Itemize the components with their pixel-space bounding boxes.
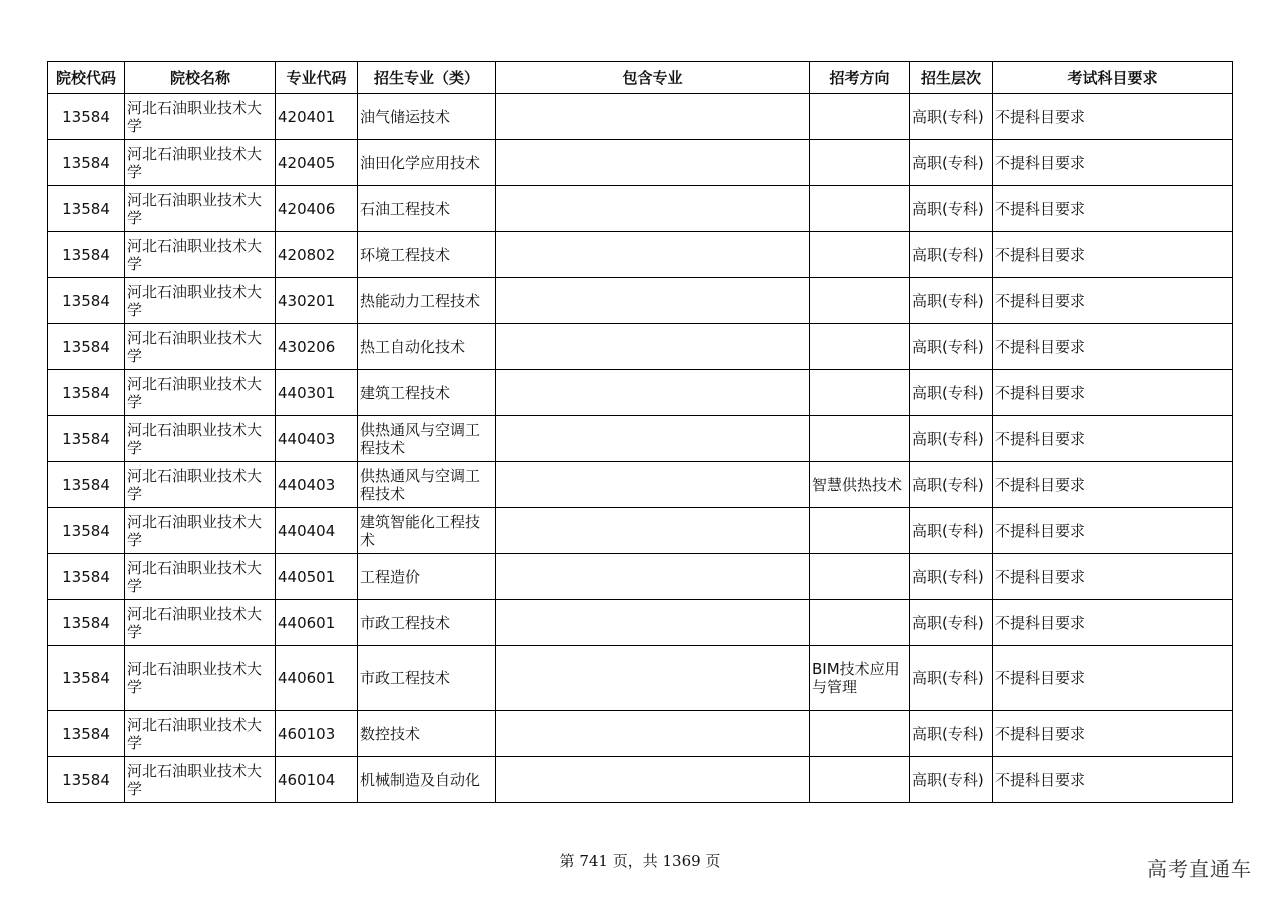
cell-included-majors <box>496 462 810 508</box>
cell-major-code: 420406 <box>276 186 358 232</box>
cell-major: 市政工程技术 <box>358 646 496 711</box>
cell-direction <box>810 416 910 462</box>
cell-level: 高职(专科) <box>910 711 993 757</box>
cell-major: 市政工程技术 <box>358 600 496 646</box>
cell-subject-requirements: 不提科目要求 <box>993 462 1233 508</box>
header-direction: 招考方向 <box>810 62 910 94</box>
cell-level: 高职(专科) <box>910 186 993 232</box>
cell-subject-requirements: 不提科目要求 <box>993 324 1233 370</box>
cell-school-name: 河北石油职业技术大学 <box>125 508 276 554</box>
header-row <box>48 62 1233 94</box>
watermark-text: 高考直通车 <box>1147 857 1252 881</box>
cell-level: 高职(专科) <box>910 232 993 278</box>
cell-school-name: 河北石油职业技术大学 <box>125 646 276 711</box>
table-row <box>48 232 1233 278</box>
cell-subject-requirements: 不提科目要求 <box>993 711 1233 757</box>
cell-included-majors <box>496 600 810 646</box>
cell-included-majors <box>496 186 810 232</box>
cell-subject-requirements: 不提科目要求 <box>993 94 1233 140</box>
cell-school-name: 河北石油职业技术大学 <box>125 278 276 324</box>
cell-subject-requirements: 不提科目要求 <box>993 600 1233 646</box>
cell-school-code: 13584 <box>48 462 125 508</box>
cell-subject-requirements: 不提科目要求 <box>993 757 1233 803</box>
cell-major: 热工自动化技术 <box>358 324 496 370</box>
table-row <box>48 140 1233 186</box>
cell-major: 机械制造及自动化 <box>358 757 496 803</box>
cell-school-name: 河北石油职业技术大学 <box>125 416 276 462</box>
cell-subject-requirements: 不提科目要求 <box>993 370 1233 416</box>
cell-school-code: 13584 <box>48 370 125 416</box>
table-row <box>48 186 1233 232</box>
header-major: 招生专业（类） <box>358 62 496 94</box>
cell-level: 高职(专科) <box>910 140 993 186</box>
cell-direction <box>810 711 910 757</box>
cell-major-code: 420802 <box>276 232 358 278</box>
table-row <box>48 757 1233 803</box>
cell-major: 建筑智能化工程技术 <box>358 508 496 554</box>
cell-direction <box>810 508 910 554</box>
cell-direction: 智慧供热技术 <box>810 462 910 508</box>
cell-major: 油田化学应用技术 <box>358 140 496 186</box>
cell-school-code: 13584 <box>48 140 125 186</box>
cell-level: 高职(专科) <box>910 508 993 554</box>
cell-school-name: 河北石油职业技术大学 <box>125 232 276 278</box>
table-row <box>48 646 1233 711</box>
admissions-table <box>47 61 1233 803</box>
cell-subject-requirements: 不提科目要求 <box>993 186 1233 232</box>
cell-major: 供热通风与空调工程技术 <box>358 416 496 462</box>
cell-major-code: 430201 <box>276 278 358 324</box>
cell-subject-requirements: 不提科目要求 <box>993 140 1233 186</box>
cell-level: 高职(专科) <box>910 600 993 646</box>
cell-subject-requirements: 不提科目要求 <box>993 646 1233 711</box>
header-school-name: 院校名称 <box>125 62 276 94</box>
cell-major: 环境工程技术 <box>358 232 496 278</box>
table-body <box>48 94 1233 803</box>
header-subject-requirements: 考试科目要求 <box>993 62 1233 94</box>
cell-direction <box>810 94 910 140</box>
cell-included-majors <box>496 554 810 600</box>
header-major-code: 专业代码 <box>276 62 358 94</box>
cell-school-code: 13584 <box>48 711 125 757</box>
cell-major-code: 460104 <box>276 757 358 803</box>
cell-included-majors <box>496 324 810 370</box>
cell-direction <box>810 278 910 324</box>
cell-school-name: 河北石油职业技术大学 <box>125 462 276 508</box>
cell-subject-requirements: 不提科目要求 <box>993 508 1233 554</box>
cell-school-name: 河北石油职业技术大学 <box>125 324 276 370</box>
cell-included-majors <box>496 232 810 278</box>
cell-school-code: 13584 <box>48 508 125 554</box>
cell-included-majors <box>496 711 810 757</box>
cell-included-majors <box>496 646 810 711</box>
cell-school-name: 河北石油职业技术大学 <box>125 757 276 803</box>
cell-school-code: 13584 <box>48 278 125 324</box>
cell-school-name: 河北石油职业技术大学 <box>125 600 276 646</box>
cell-major-code: 430206 <box>276 324 358 370</box>
cell-direction <box>810 324 910 370</box>
cell-direction <box>810 370 910 416</box>
cell-included-majors <box>496 278 810 324</box>
cell-major-code: 440601 <box>276 600 358 646</box>
cell-level: 高职(专科) <box>910 324 993 370</box>
cell-direction <box>810 186 910 232</box>
cell-major-code: 440404 <box>276 508 358 554</box>
pagination-text: 第 741 页，共 1369 页 <box>559 852 721 870</box>
cell-subject-requirements: 不提科目要求 <box>993 232 1233 278</box>
table-row <box>48 508 1233 554</box>
cell-level: 高职(专科) <box>910 462 993 508</box>
cell-direction <box>810 600 910 646</box>
table-row <box>48 554 1233 600</box>
cell-major: 建筑工程技术 <box>358 370 496 416</box>
cell-direction <box>810 554 910 600</box>
cell-subject-requirements: 不提科目要求 <box>993 554 1233 600</box>
cell-major: 工程造价 <box>358 554 496 600</box>
cell-school-name: 河北石油职业技术大学 <box>125 140 276 186</box>
cell-direction <box>810 140 910 186</box>
cell-major-code: 420401 <box>276 94 358 140</box>
table-row <box>48 462 1233 508</box>
cell-level: 高职(专科) <box>910 554 993 600</box>
cell-subject-requirements: 不提科目要求 <box>993 278 1233 324</box>
cell-included-majors <box>496 370 810 416</box>
cell-major-code: 440601 <box>276 646 358 711</box>
table-row <box>48 278 1233 324</box>
cell-direction <box>810 232 910 278</box>
cell-major-code: 440403 <box>276 416 358 462</box>
cell-major-code: 460103 <box>276 711 358 757</box>
cell-major: 油气储运技术 <box>358 94 496 140</box>
cell-school-code: 13584 <box>48 232 125 278</box>
table-row <box>48 600 1233 646</box>
cell-included-majors <box>496 508 810 554</box>
cell-major: 供热通风与空调工程技术 <box>358 462 496 508</box>
cell-subject-requirements: 不提科目要求 <box>993 416 1233 462</box>
header-school-code: 院校代码 <box>48 62 125 94</box>
cell-included-majors <box>496 140 810 186</box>
cell-major: 热能动力工程技术 <box>358 278 496 324</box>
cell-level: 高职(专科) <box>910 94 993 140</box>
cell-school-name: 河北石油职业技术大学 <box>125 186 276 232</box>
cell-major-code: 440403 <box>276 462 358 508</box>
cell-included-majors <box>496 94 810 140</box>
cell-major: 石油工程技术 <box>358 186 496 232</box>
cell-level: 高职(专科) <box>910 370 993 416</box>
cell-school-code: 13584 <box>48 324 125 370</box>
cell-school-name: 河北石油职业技术大学 <box>125 554 276 600</box>
cell-major-code: 440501 <box>276 554 358 600</box>
cell-school-code: 13584 <box>48 554 125 600</box>
cell-level: 高职(专科) <box>910 646 993 711</box>
table-row <box>48 94 1233 140</box>
cell-level: 高职(专科) <box>910 757 993 803</box>
cell-school-code: 13584 <box>48 416 125 462</box>
header-included-majors: 包含专业 <box>496 62 810 94</box>
header-level: 招生层次 <box>910 62 993 94</box>
cell-major-code: 420405 <box>276 140 358 186</box>
cell-school-code: 13584 <box>48 646 125 711</box>
cell-major-code: 440301 <box>276 370 358 416</box>
cell-direction <box>810 757 910 803</box>
cell-school-name: 河北石油职业技术大学 <box>125 711 276 757</box>
cell-school-code: 13584 <box>48 94 125 140</box>
table-row <box>48 711 1233 757</box>
cell-school-code: 13584 <box>48 600 125 646</box>
cell-included-majors <box>496 757 810 803</box>
cell-level: 高职(专科) <box>910 278 993 324</box>
table-row <box>48 324 1233 370</box>
cell-included-majors <box>496 416 810 462</box>
cell-school-name: 河北石油职业技术大学 <box>125 370 276 416</box>
table-row <box>48 370 1233 416</box>
cell-level: 高职(专科) <box>910 416 993 462</box>
cell-major: 数控技术 <box>358 711 496 757</box>
cell-school-code: 13584 <box>48 186 125 232</box>
table-row <box>48 416 1233 462</box>
cell-school-code: 13584 <box>48 757 125 803</box>
cell-school-name: 河北石油职业技术大学 <box>125 94 276 140</box>
cell-direction: BIM技术应用与管理 <box>810 646 910 711</box>
